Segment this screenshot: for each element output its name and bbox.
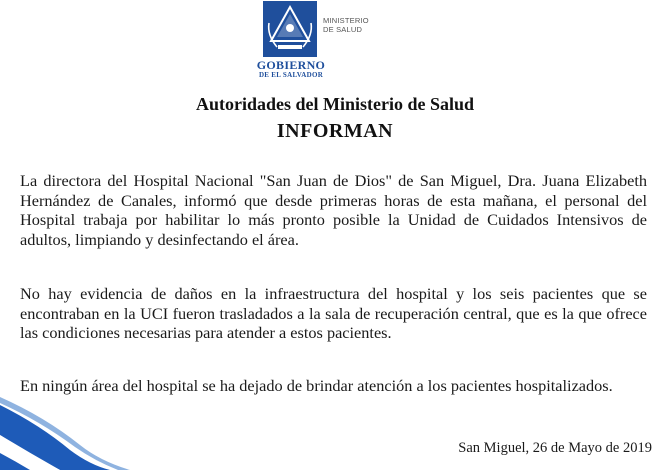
paragraph-2: No hay evidencia de daños en la infraestructura del hospital y los seis pacientes que se encontraban en la UCI fueron trasladados a la sala de recuperación central, que es la que ofrece las condiciones necesarias para atender a estos pacientes. xyxy=(20,284,647,342)
dateline: San Miguel, 26 de Mayo de 2019 xyxy=(458,440,652,456)
government-subtitle: DE EL SALVADOR xyxy=(258,71,324,79)
flag-ribbon-decoration xyxy=(0,395,140,470)
ministry-label-line1: MINISTERIO xyxy=(323,16,369,25)
ministry-label xyxy=(323,16,383,34)
paragraph-3: En ningún área del hospital se ha dejado de brindar atención a los pacientes hospitalizados. xyxy=(20,376,613,395)
government-title: GOBIERNO xyxy=(256,58,326,72)
document-subtitle: INFORMAN xyxy=(276,120,394,142)
paragraph-1: La directora del Hospital Nacional "San Juan de Dios" de San Miguel, Dra. Juana Elizabeth Hernández de Canales, informó que desde primeras horas de esta mañana, el personal del Hospital trabaja por habilitar lo más pronto posible la Unidad de Cuidados Intensivos de adultos, limpiando y desinfectando el área. xyxy=(20,171,647,249)
document-title: Autoridades del Ministerio de Salud xyxy=(195,94,475,114)
ministry-label-line2: DE SALUD xyxy=(323,25,363,34)
coat-of-arms-icon xyxy=(263,1,317,57)
emblem-logo xyxy=(263,1,317,57)
